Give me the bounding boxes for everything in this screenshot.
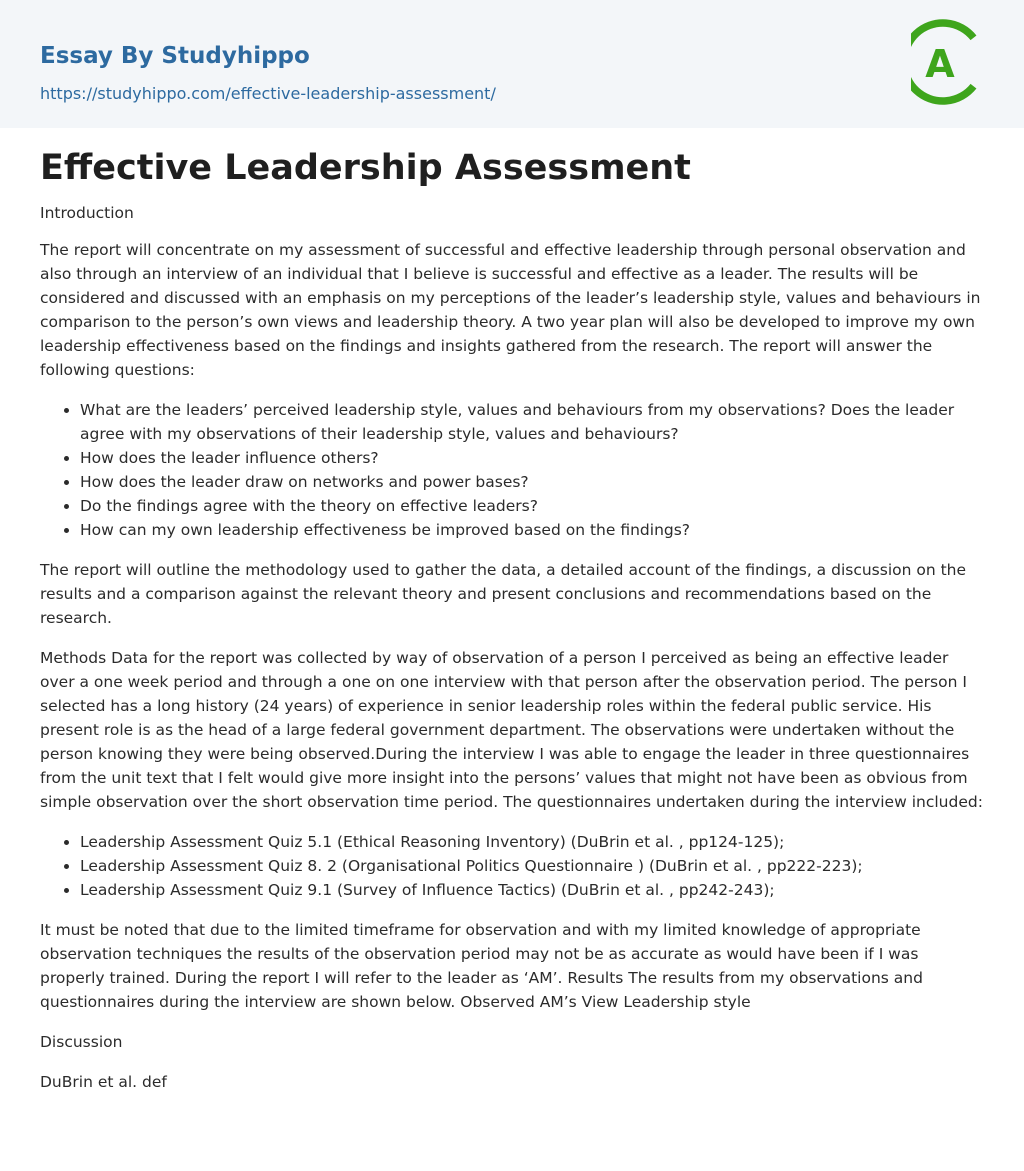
list-item: • How can my own leadership effectiveness be improved based on the findings?: [80, 518, 984, 542]
section-heading-discussion: Discussion: [40, 1033, 123, 1051]
list-item: • Leadership Assessment Quiz 5.1 (Ethical Reasoning Inventory) (DuBrin et al. , pp124-125);: [80, 830, 984, 854]
list-item: • How does the leader draw on networks and power bases?: [80, 470, 984, 494]
site-header: [0, 0, 1024, 128]
article-body: [0, 128, 1024, 1094]
article-url-link[interactable]: https://studyhippo.com/effective-leadership-assessment/: [40, 84, 496, 103]
paragraph-intro: The report will concentrate on my assessment of successful and effective leadership through personal observation and also through an interview of an individual that I believe is successful and effective as a leader. The results will be considered and discussed with an emphasis on my perceptions of the leader’s leadership style, values and behaviours in comparison to the person’s own views and leadership theory. A two year plan will also be developed to improve my own leadership effectiveness based on the findings and insights gathered from the research. The report will answer the following questions:: [40, 241, 981, 379]
list-item: • Leadership Assessment Quiz 8. 2 (Organisational Politics Questionnaire ) (DuBrin et al. , pp222-223);: [80, 854, 984, 878]
list-item: • What are the leaders’ perceived leadership style, values and behaviours from my observations? Does the leader agree with my observations of their leadership style, values and behaviours?: [80, 398, 984, 446]
list-item: • Leadership Assessment Quiz 9.1 (Survey of Influence Tactics) (DuBrin et al. , pp242-243);: [80, 878, 984, 902]
reference-text: DuBrin et al. def: [40, 1073, 167, 1091]
section-heading-introduction: Introduction: [40, 204, 134, 222]
paragraph-limitations: It must be noted that due to the limited timeframe for observation and with my limited knowledge of appropriate observation techniques the results of the observation period may not be as accurate as would have been if I was properly trained. During the report I will refer to the leader as ‘AM’. Results The results from my observations and questionnaires during the interview are shown below. Observed AM’s View Leadership style: [40, 921, 923, 1011]
site-brand[interactable]: Essay By Studyhippo: [40, 43, 310, 69]
paragraph-outline: The report will outline the methodology used to gather the data, a detailed account of the findings, a discussion on the results and a comparison against the relevant theory and present conclusions and recommendations based on the research.: [40, 561, 967, 627]
list-item: • How does the leader influence others?: [80, 446, 984, 470]
studyhippo-logo-icon[interactable]: [911, 18, 987, 106]
question-list: [40, 398, 984, 542]
page-title: Effective Leadership Assessment: [40, 148, 691, 188]
logo-letter: A: [925, 42, 955, 86]
paragraph-methods: Methods Data for the report was collected by way of observation of a person I perceived as being an effective leader over a one week period and through a one on one interview with that person after the observation period. The person I selected has a long history (24 years) of experience in senior leadership roles within the federal public service. His present role is as the head of a large federal government department. The observations were undertaken without the person knowing they were being observed.During the interview I was able to engage the leader in three questionnaires from the unit text that I felt would give more insight into the persons’ values that might not have been as obvious from simple observation over the short observation time period. The questionnaires undertaken during the interview included:: [40, 649, 983, 811]
list-item: • Do the findings agree with the theory on effective leaders?: [80, 494, 984, 518]
quiz-list: [40, 830, 984, 902]
